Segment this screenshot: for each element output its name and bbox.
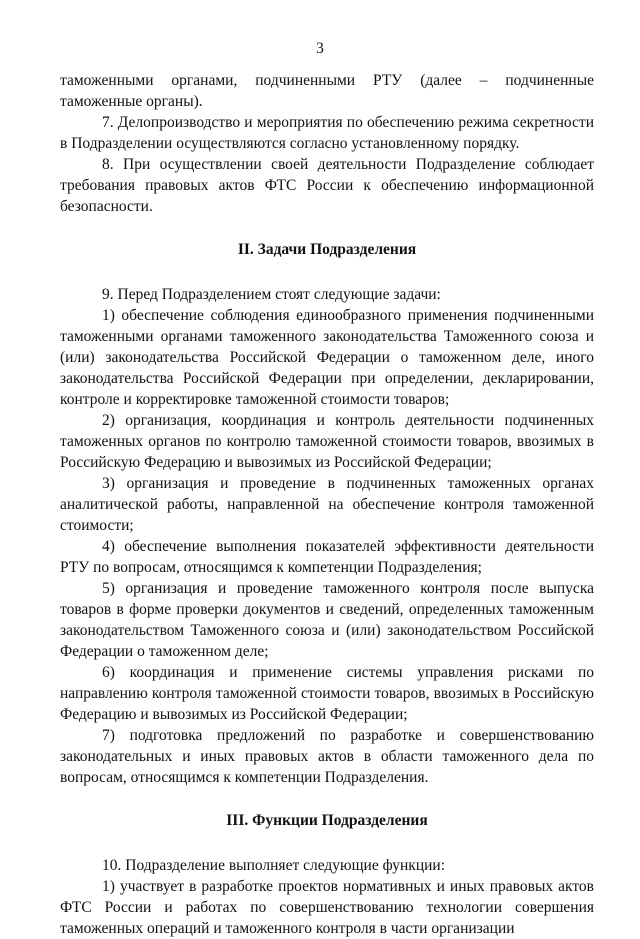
task-item-2: 2) организация, координация и контроль деятельности подчиненных таможенных органов по контролю таможенной стоимости товаров, ввозимых в Российскую Федерацию и вывозимых из Российской Федерации; <box>60 412 594 471</box>
section-2-heading: II. Задачи Подразделения <box>237 241 417 258</box>
paragraph-continuation: таможенными органами, подчиненными РТУ (далее – подчиненные таможенные органы). <box>60 72 594 110</box>
page-number: 3 <box>316 40 324 57</box>
task-item-3: 3) организация и проведение в подчиненных таможенных органах аналитической работы, направленной на обеспечение контроля таможенной стоимости; <box>60 475 594 534</box>
paragraph-8: 8. При осуществлении своей деятельности Подразделение соблюдает требования правовых актов ФТС России к обеспечению информационной безопасности. <box>60 156 594 215</box>
paragraph-9-intro: 9. Перед Подразделением стоят следующие задачи: <box>102 286 441 303</box>
task-item-5: 5) организация и проведение таможенного контроля после выпуска товаров в форме проверки документов и сведений, определенных таможенным законодательством Таможенного союза и (или) законодательством Российской Федерации о таможенном деле; <box>60 580 594 660</box>
paragraph-7: 7. Делопроизводство и мероприятия по обеспечению режима секретности в Подразделении осуществляются согласно установленному порядку. <box>60 114 594 152</box>
function-item-1: 1) участвует в разработке проектов нормативных и иных правовых актов ФТС России и работах по совершенствованию технологии совершения таможенных операций и таможенного контроля в части организации <box>60 878 594 937</box>
document-body <box>60 70 594 939</box>
task-item-6: 6) координация и применение системы управления рисками по направлению контроля таможенной стоимости товаров, ввозимых в Российскую Федерацию и вывозимых из Российской Федерации; <box>60 664 594 723</box>
task-item-7: 7) подготовка предложений по разработке и совершенствованию законодательных и иных правовых актов в области таможенного дела по вопросам, относящимся к компетенции Подразделения. <box>60 727 594 786</box>
task-item-1: 1) обеспечение соблюдения единообразного применения подчиненными таможенными органами таможенного законодательства Таможенного союза и (или) законодательства Российской Федерации о таможенном деле, иного законодательства Российской Федерации при определении, декларировании, контроле и корректировке таможенной стоимости товаров; <box>60 307 594 408</box>
section-3-heading: III. Функции Подразделения <box>226 812 428 829</box>
task-item-4: 4) обеспечение выполнения показателей эффективности деятельности РТУ по вопросам, относящимся к компетенции Подразделения; <box>60 538 594 576</box>
paragraph-10-intro: 10. Подразделение выполняет следующие функции: <box>102 857 446 874</box>
